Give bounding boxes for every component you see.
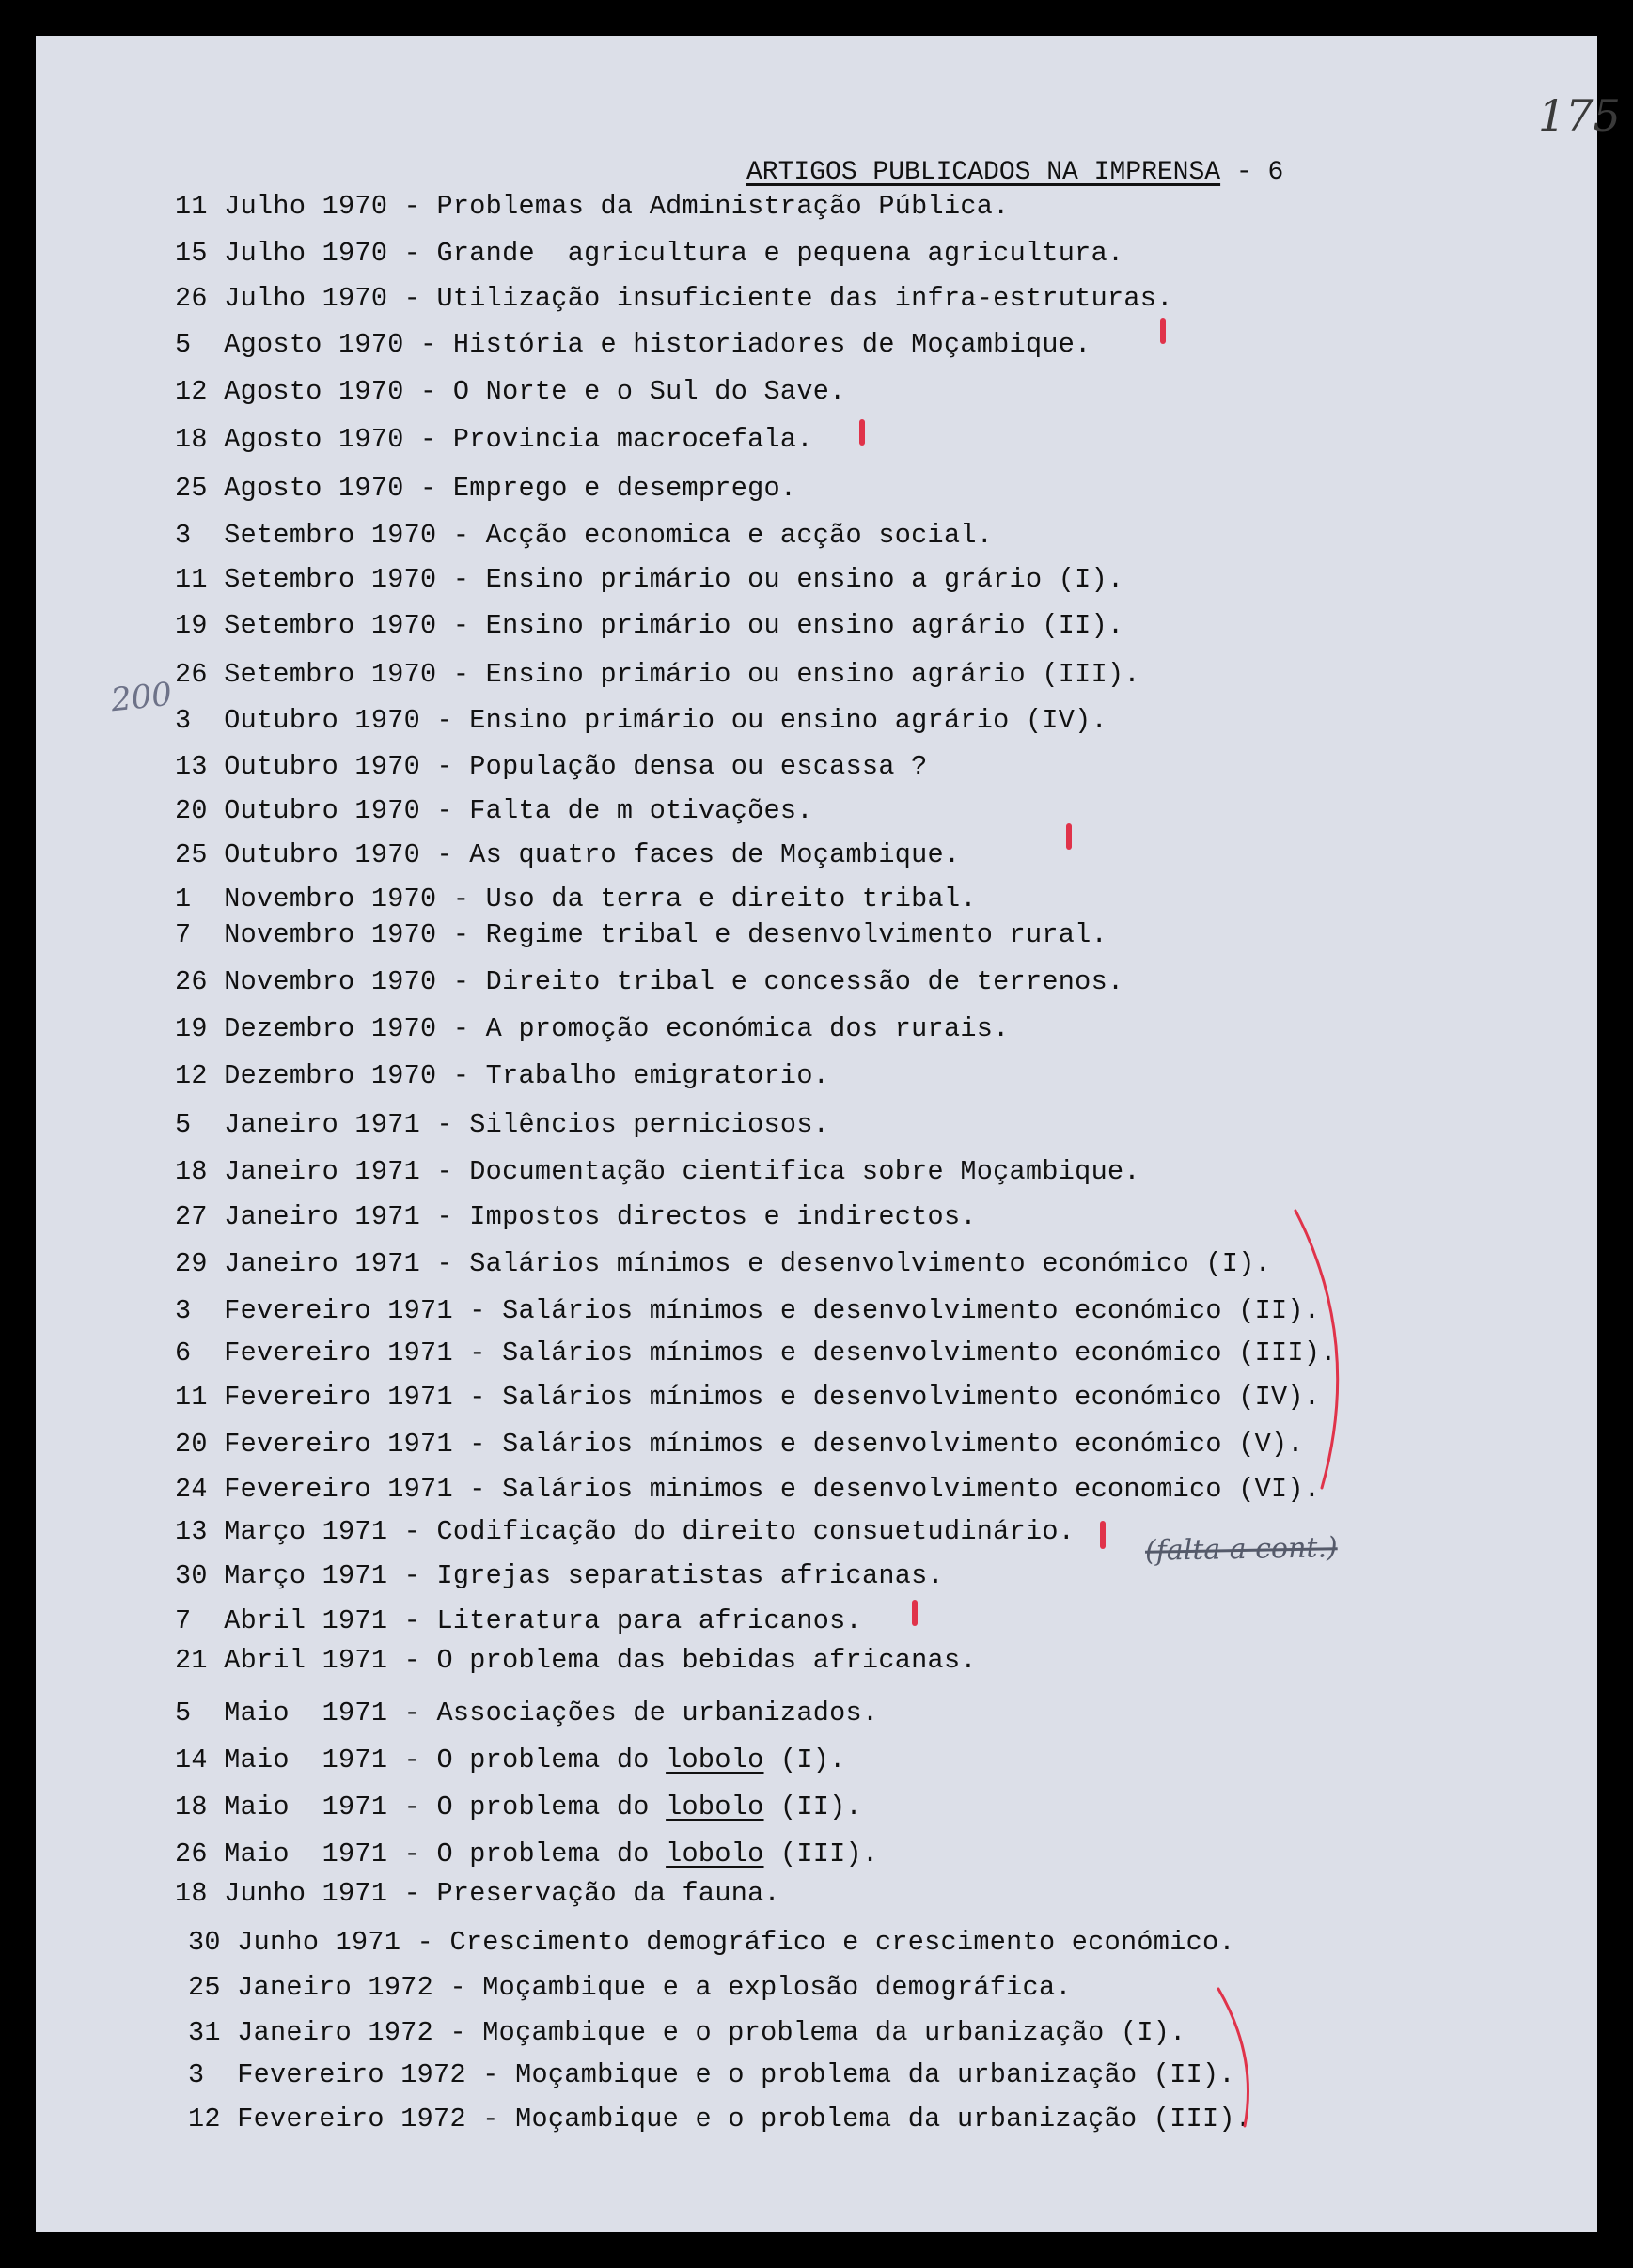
article-date: 3 Setembro 1970 — [175, 520, 437, 551]
article-date: 26 Julho 1970 — [175, 283, 388, 314]
article-title: O problema das bebidas africanas. — [436, 1645, 977, 1676]
article-date: 11 Setembro 1970 — [175, 564, 437, 595]
dash-separator: - — [436, 520, 486, 551]
article-title-suffix: (II). — [763, 1791, 862, 1822]
dash-separator: - — [400, 1927, 450, 1958]
article-date: 18 Janeiro 1971 — [175, 1156, 421, 1187]
article-date: 13 Outubro 1970 — [175, 751, 421, 782]
dash-separator: - — [387, 1560, 437, 1591]
dash-separator: - — [387, 1516, 437, 1547]
article-title: Salários minimos e desenvolvimento economico (VI). — [502, 1474, 1321, 1505]
dash-separator: - — [403, 376, 453, 407]
article-date: 19 Setembro 1970 — [175, 610, 437, 641]
article-title: Ensino primário ou ensino agrário (IV). — [469, 705, 1107, 736]
article-title: Literatura para africanos. — [436, 1605, 862, 1636]
dash-separator: - — [452, 1474, 503, 1505]
dash-separator: - — [387, 191, 437, 222]
article-date: 12 Agosto 1970 — [175, 376, 404, 407]
article-date: 3 Outubro 1970 — [175, 705, 421, 736]
dash-separator: - — [436, 610, 486, 641]
article-date: 31 Janeiro 1972 — [188, 2017, 434, 2048]
article-title-underlined: lobolo — [666, 1791, 764, 1822]
article-date: 20 Fevereiro 1971 — [175, 1429, 453, 1460]
article-date: 25 Janeiro 1972 — [188, 1972, 434, 2003]
annotation-brackets — [36, 36, 1597, 2232]
article-title: História e historiadores de Moçambique. — [452, 329, 1091, 360]
dash-separator: - — [387, 1645, 437, 1676]
article-date: 7 Abril 1971 — [175, 1605, 388, 1636]
article-date: 5 Maio 1971 — [175, 1697, 388, 1728]
article-date: 5 Janeiro 1971 — [175, 1109, 421, 1140]
dash-separator: - — [387, 283, 437, 314]
article-title: Moçambique e o problema da urbanização (II). — [515, 2059, 1235, 2090]
red-bracket-salarios — [1295, 1211, 1338, 1488]
article-title: Acção economica e acção social. — [485, 520, 994, 551]
article-date: 25 Agosto 1970 — [175, 473, 404, 504]
article-date: 7 Novembro 1970 — [175, 919, 437, 950]
dash-separator: - — [420, 1248, 470, 1279]
title-underlined: ARTIGOS PUBLICADOS NA IMPRENSA — [746, 158, 1221, 187]
article-title: Documentação cientifica sobre Moçambique. — [469, 1156, 1140, 1187]
article-title: População densa ou escassa ? — [469, 751, 928, 782]
article-title: O problema do — [436, 1744, 667, 1775]
article-title: Moçambique e a explosão demográfica. — [482, 1972, 1072, 2003]
article-date: 29 Janeiro 1971 — [175, 1248, 421, 1279]
article-title: Moçambique e o problema da urbanização (III). — [515, 2104, 1252, 2135]
article-date: 27 Janeiro 1971 — [175, 1201, 421, 1232]
dash-separator: - — [452, 1337, 503, 1369]
red-bracket-urbanizacao — [1218, 1989, 1248, 2126]
article-title: Utilização insuficiente das infra-estruturas. — [436, 283, 1173, 314]
article-title: Falta de m otivações. — [469, 795, 813, 826]
page-number: 175 — [1538, 90, 1621, 141]
dash-separator: - — [433, 2017, 483, 2048]
article-date: 20 Outubro 1970 — [175, 795, 421, 826]
article-date: 3 Fevereiro 1972 — [188, 2059, 466, 2090]
dash-separator: - — [436, 966, 486, 997]
dash-separator: - — [420, 839, 470, 870]
article-title: Ensino primário ou ensino agrário (III). — [485, 659, 1140, 690]
article-title: Igrejas separatistas africanas. — [436, 1560, 944, 1591]
article-title: Salários mínimos e desenvolvimento económico (V). — [502, 1429, 1304, 1460]
dash-separator: - — [420, 795, 470, 826]
article-title: Trabalho emigratorio. — [485, 1060, 830, 1091]
article-title: Crescimento demográfico e crescimento económico. — [449, 1927, 1235, 1958]
article-title: Codificação do direito consuetudinário. — [436, 1516, 1076, 1547]
article-date: 25 Outubro 1970 — [175, 839, 421, 870]
dash-separator: - — [452, 1382, 503, 1413]
article-title: Silêncios perniciosos. — [469, 1109, 830, 1140]
article-title-suffix: (III). — [763, 1838, 879, 1869]
article-title: Salários mínimos e desenvolvimento económico (I). — [469, 1248, 1272, 1279]
dash-separator: - — [465, 2059, 516, 2090]
article-title-underlined: lobolo — [666, 1744, 764, 1775]
article-date: 11 Julho 1970 — [175, 191, 388, 222]
dash-separator: - — [436, 919, 486, 950]
article-date: 21 Abril 1971 — [175, 1645, 388, 1676]
dash-separator: - — [433, 1972, 483, 2003]
dash-separator: - — [436, 1013, 486, 1044]
article-title-underlined: lobolo — [666, 1838, 764, 1869]
dash-separator: - — [403, 424, 453, 455]
handwritten-note: (falta a cont.) — [1144, 1531, 1338, 1568]
dash-separator: - — [420, 705, 470, 736]
dash-separator: - — [436, 659, 486, 690]
article-title: Associações de urbanizados. — [436, 1697, 879, 1728]
dash-separator: - — [420, 1109, 470, 1140]
article-title: Grande agricultura e pequena agricultura. — [436, 238, 1124, 269]
article-date: 3 Fevereiro 1971 — [175, 1295, 453, 1326]
article-title: Salários mínimos e desenvolvimento económico (IV). — [502, 1382, 1321, 1413]
dash-separator: - — [387, 238, 437, 269]
article-title: Direito tribal e concessão de terrenos. — [485, 966, 1124, 997]
dash-separator: - — [387, 1838, 437, 1869]
article-title: Salários mínimos e desenvolvimento económico (II). — [502, 1295, 1321, 1326]
article-title: Preservação da fauna. — [436, 1878, 780, 1909]
dash-separator: - — [465, 2104, 516, 2135]
article-title: Regime tribal e desenvolvimento rural. — [485, 919, 1107, 950]
article-title: Problemas da Administração Pública. — [436, 191, 1010, 222]
article-title: O problema do — [436, 1791, 667, 1822]
article-date: 18 Maio 1971 — [175, 1791, 388, 1822]
dash-separator: - — [420, 751, 470, 782]
article-title: Salários mínimos e desenvolvimento económico (III). — [502, 1337, 1337, 1369]
article-date: 26 Setembro 1970 — [175, 659, 437, 690]
article-date: 14 Maio 1971 — [175, 1744, 388, 1775]
article-date: 13 Março 1971 — [175, 1516, 388, 1547]
dash-separator: - — [420, 1201, 470, 1232]
article-date: 18 Junho 1971 — [175, 1878, 388, 1909]
dash-separator: - — [452, 1429, 503, 1460]
article-date: 30 Junho 1971 — [188, 1927, 401, 1958]
dash-separator: - — [436, 1060, 486, 1091]
dash-separator: - — [403, 329, 453, 360]
article-date: 11 Fevereiro 1971 — [175, 1382, 453, 1413]
article-date: 24 Fevereiro 1971 — [175, 1474, 453, 1505]
article-title: Ensino primário ou ensino a grário (I). — [485, 564, 1124, 595]
article-title-suffix: (I). — [763, 1744, 846, 1775]
dash-separator: - — [387, 1791, 437, 1822]
article-title: O problema do — [436, 1838, 667, 1869]
article-date: 12 Fevereiro 1972 — [188, 2104, 466, 2135]
article-title: As quatro faces de Moçambique. — [469, 839, 961, 870]
article-date: 12 Dezembro 1970 — [175, 1060, 437, 1091]
article-date: 26 Maio 1971 — [175, 1838, 388, 1869]
dash-separator: - — [420, 1156, 470, 1187]
document-page — [36, 36, 1621, 2232]
dash-separator: - — [387, 1744, 437, 1775]
dash-separator: - — [387, 1605, 437, 1636]
dash-separator: - — [387, 1697, 437, 1728]
article-date: 30 Março 1971 — [175, 1560, 388, 1591]
article-title: Uso da terra e direito tribal. — [485, 884, 977, 915]
article-date: 18 Agosto 1970 — [175, 424, 404, 455]
article-date: 15 Julho 1970 — [175, 238, 388, 269]
dash-separator: - — [436, 884, 486, 915]
article-date: 26 Novembro 1970 — [175, 966, 437, 997]
dash-separator: - — [403, 473, 453, 504]
article-date: 5 Agosto 1970 — [175, 329, 404, 360]
article-date: 6 Fevereiro 1971 — [175, 1337, 453, 1369]
dash-separator: - — [387, 1878, 437, 1909]
margin-annotation: 200 — [109, 675, 174, 720]
article-title: Moçambique e o problema da urbanização (I). — [482, 2017, 1186, 2048]
title-suffix: - 6 — [1220, 158, 1284, 187]
dash-separator: - — [436, 564, 486, 595]
article-title: Emprego e desemprego. — [452, 473, 797, 504]
article-date: 19 Dezembro 1970 — [175, 1013, 437, 1044]
article-title: O Norte e o Sul do Save. — [452, 376, 846, 407]
article-title: Impostos directos e indirectos. — [469, 1201, 977, 1232]
article-date: 1 Novembro 1970 — [175, 884, 437, 915]
article-title: Ensino primário ou ensino agrário (II). — [485, 610, 1124, 641]
article-title: A promoção económica dos rurais. — [485, 1013, 1010, 1044]
article-title: Provincia macrocefala. — [452, 424, 813, 455]
dash-separator: - — [452, 1295, 503, 1326]
